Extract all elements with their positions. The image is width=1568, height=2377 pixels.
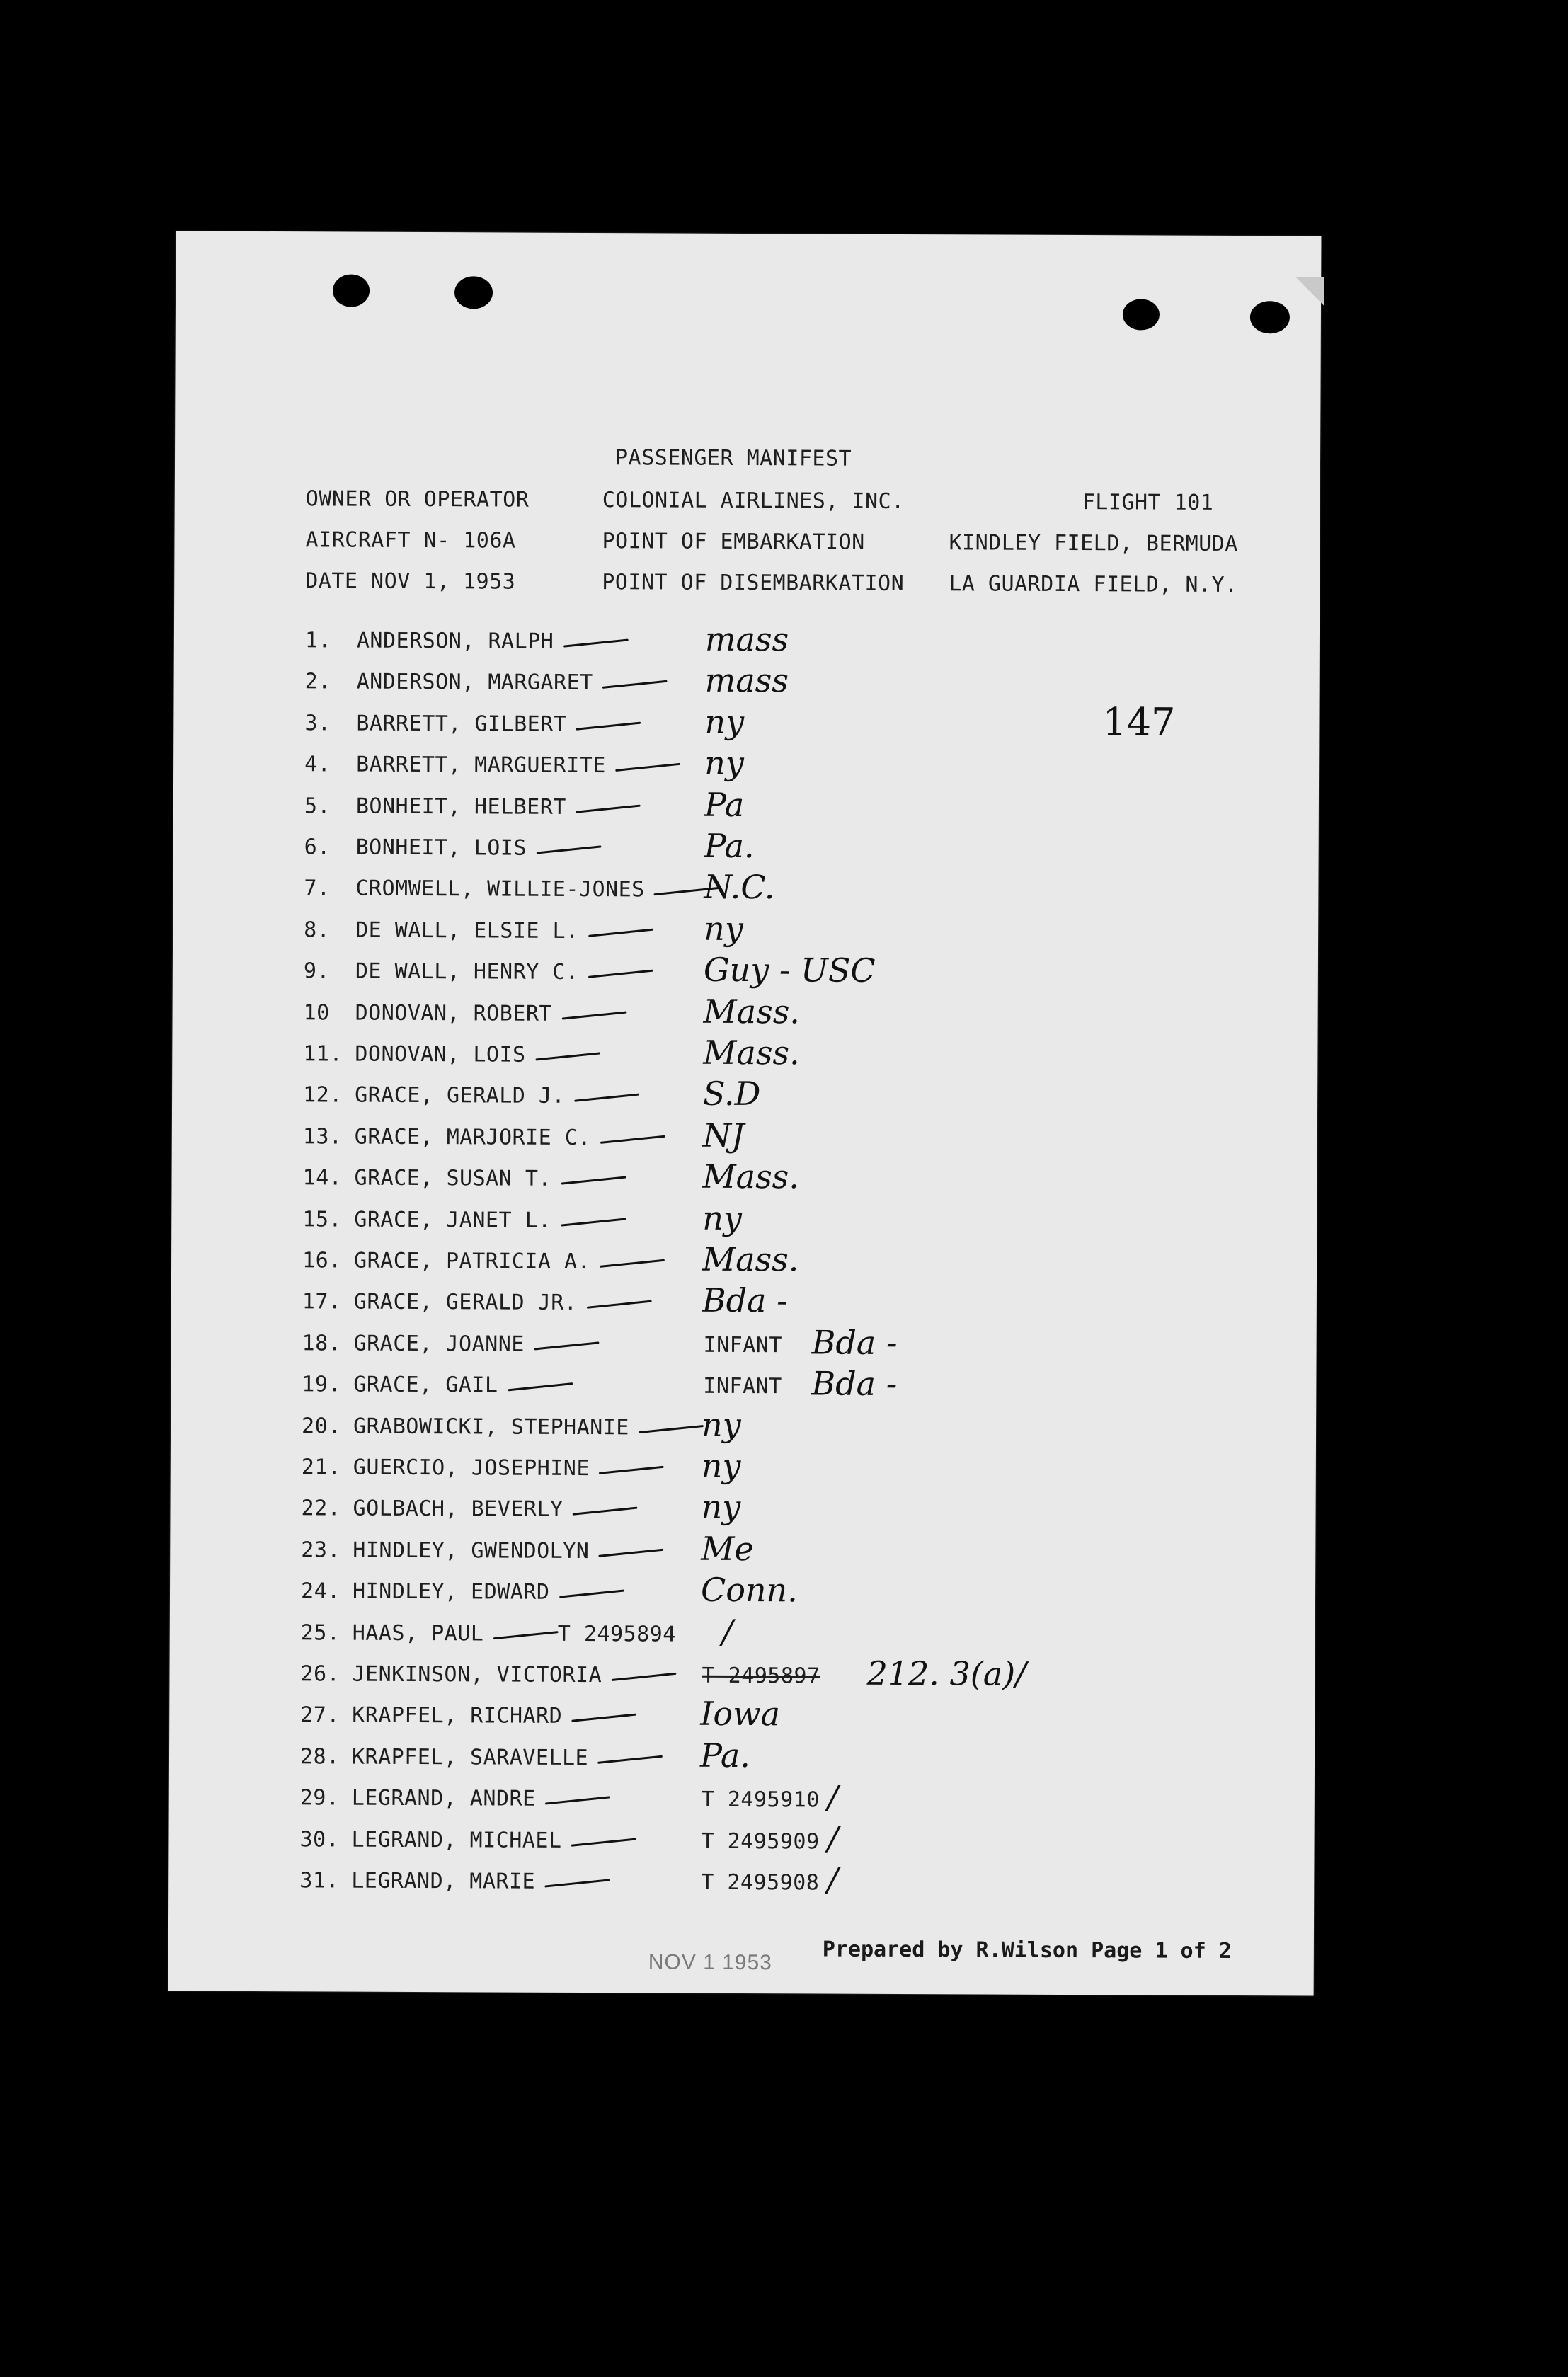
passenger-name: HINDLEY, EDWARD — [352, 1579, 550, 1605]
table-row — [173, 661, 1319, 715]
passenger-number: 4. — [304, 752, 331, 777]
passenger-name: HAAS, PAUL — [352, 1620, 484, 1646]
passenger-name: BONHEIT, LOIS — [355, 835, 527, 861]
passenger-number: 15. — [302, 1206, 343, 1232]
disembark-value: LA GUARDIA FIELD, N.Y. — [949, 571, 1238, 598]
passenger-number: 10 — [303, 1000, 330, 1026]
handwritten-residence: Pa. — [704, 826, 755, 866]
flight-number: FLIGHT 101 — [1082, 490, 1214, 515]
passenger-number: 2. — [304, 669, 331, 694]
table-row — [169, 1736, 1315, 1789]
passenger-number: 29. — [299, 1785, 340, 1811]
check-dash — [573, 1507, 638, 1516]
handwritten-residence: Mass. — [702, 1239, 799, 1279]
passenger-number: 7. — [304, 876, 331, 901]
check-dash — [615, 763, 680, 772]
passenger-name: JENKINSON, VICTORIA — [352, 1661, 602, 1688]
passenger-name: DONOVAN, LOIS — [355, 1041, 526, 1067]
handwritten-residence: S.D — [703, 1075, 761, 1113]
handwritten-residence: / — [827, 1777, 839, 1816]
passenger-note: T 2495894 — [557, 1621, 676, 1647]
handwritten-residence: N.C. — [704, 868, 775, 907]
passenger-number: 1. — [304, 628, 332, 653]
check-dash — [576, 804, 641, 813]
check-dash — [571, 1838, 636, 1846]
check-dash — [588, 928, 653, 937]
handwritten-residence: / — [827, 1860, 838, 1899]
owner-label: OWNER OR OPERATOR — [305, 486, 530, 512]
passenger-number: 23. — [301, 1537, 341, 1563]
check-dash — [599, 1466, 664, 1474]
passenger-number: 17. — [302, 1289, 342, 1314]
manifest-title: PASSENGER MANIFEST — [614, 445, 852, 471]
passenger-name: GOLBACH, BEVERLY — [353, 1496, 563, 1523]
passenger-note: T 2495897 — [702, 1663, 820, 1689]
disembark-label: POINT OF DISEMBARKATION — [602, 570, 905, 596]
passenger-number: 28. — [299, 1744, 340, 1770]
passenger-number: 30. — [299, 1826, 340, 1852]
passenger-name: GRACE, SUSAN T. — [354, 1165, 552, 1191]
passenger-list — [168, 619, 1320, 1906]
passenger-name: KRAPFEL, RICHARD — [352, 1702, 563, 1729]
passenger-number: 16. — [302, 1248, 342, 1273]
passenger-note: T 2495909 — [701, 1828, 820, 1855]
passenger-name: LEGRAND, MICHAEL — [351, 1827, 562, 1853]
passenger-note: INFANT — [703, 1373, 782, 1399]
punch-hole-1 — [333, 274, 370, 307]
table-row — [171, 1364, 1316, 1418]
passenger-number: 8. — [304, 917, 331, 943]
check-dash — [561, 1218, 626, 1226]
handwritten-residence: Conn. — [700, 1570, 798, 1610]
check-dash — [508, 1382, 573, 1391]
passenger-number: 14. — [302, 1165, 343, 1191]
passenger-name: ANDERSON, MARGARET — [356, 669, 593, 696]
table-row — [173, 743, 1319, 798]
passenger-note: T 2495910 — [701, 1787, 820, 1813]
check-dash — [588, 970, 653, 978]
passenger-number: 27. — [300, 1702, 341, 1728]
passenger-number: 21. — [301, 1455, 341, 1480]
passenger-name: DE WALL, HENRY C. — [355, 958, 579, 985]
handwritten-residence: mass — [704, 619, 789, 659]
table-row — [173, 702, 1319, 756]
table-row — [171, 1157, 1317, 1211]
handwritten-residence: Me — [701, 1529, 754, 1568]
folded-corner — [1295, 277, 1324, 305]
passenger-number: 11. — [303, 1041, 343, 1067]
prepared-by-footer: Prepared by R.Wilson Page 1 of 2 — [822, 1937, 1232, 1964]
passenger-number: 22. — [301, 1496, 341, 1521]
punch-hole-2 — [454, 276, 493, 309]
table-row — [171, 1446, 1316, 1500]
handwritten-residence: ny — [702, 1198, 743, 1237]
table-row — [169, 1777, 1315, 1831]
handwritten-residence: 212. 3(a)/ — [866, 1654, 1026, 1693]
passenger-number: 12. — [303, 1082, 343, 1108]
handwritten-residence: Bda - — [702, 1281, 788, 1320]
handwritten-residence: ny — [704, 743, 744, 783]
passenger-number: 20. — [301, 1413, 341, 1439]
check-dash — [561, 1176, 626, 1185]
table-row — [171, 1281, 1317, 1335]
passenger-name: DE WALL, ELSIE L. — [355, 917, 579, 944]
punch-hole-3 — [1123, 299, 1160, 330]
handwritten-residence: ny — [704, 909, 743, 948]
passenger-number: 9. — [303, 958, 331, 984]
handwritten-residence: Mass. — [703, 992, 801, 1031]
passenger-name: GRACE, JOANNE — [353, 1331, 525, 1357]
passenger-number: 18. — [302, 1331, 342, 1356]
page-stamp-number: 147 — [1102, 699, 1176, 745]
passenger-number: 13. — [302, 1124, 343, 1150]
handwritten-residence: ny — [704, 702, 745, 741]
table-row — [168, 1819, 1314, 1872]
check-dash — [559, 1590, 624, 1598]
handwritten-residence: Mass. — [703, 1033, 800, 1072]
passenger-number: 6. — [304, 835, 331, 860]
handwritten-residence: Pa — [704, 785, 745, 824]
passenger-name: GUERCIO, JOSEPHINE — [353, 1455, 590, 1482]
check-dash — [561, 1011, 626, 1019]
handwritten-residence: Guy - USC — [703, 950, 876, 990]
table-row — [168, 1860, 1314, 1913]
handwritten-residence: NJ — [702, 1116, 745, 1155]
check-dash — [536, 845, 601, 854]
table-row — [170, 1612, 1315, 1666]
passenger-name: LEGRAND, MARIE — [351, 1868, 536, 1894]
passenger-number: 26. — [300, 1661, 341, 1687]
passenger-name: HINDLEY, GWENDOLYN — [353, 1537, 590, 1564]
aircraft: AIRCRAFT N- 106A — [305, 527, 516, 554]
handwritten-residence: Bda - — [811, 1364, 898, 1404]
embark-value: KINDLEY FIELD, BERMUDA — [949, 530, 1238, 557]
handwritten-residence: Mass. — [702, 1157, 800, 1196]
table-row — [173, 868, 1318, 922]
check-dash — [576, 721, 641, 730]
passenger-name: GRACE, GERALD JR. — [353, 1289, 578, 1316]
check-dash — [535, 1052, 600, 1060]
passenger-name: LEGRAND, ANDRE — [351, 1785, 536, 1811]
passenger-name: GRACE, MARJORIE C. — [354, 1124, 592, 1150]
handwritten-residence: ny — [701, 1405, 741, 1444]
passenger-name: BARRETT, GILBERT — [356, 711, 567, 737]
passenger-name: KRAPFEL, SARAVELLE — [351, 1744, 589, 1770]
check-dash — [597, 1755, 663, 1763]
check-dash — [544, 1879, 610, 1887]
passenger-name: CROMWELL, WILLIE-JONES — [355, 876, 645, 903]
handwritten-residence: ny — [701, 1446, 741, 1485]
passenger-name: GRACE, PATRICIA A. — [354, 1248, 591, 1275]
handwritten-residence: Iowa — [700, 1695, 781, 1734]
handwritten-residence: mass — [704, 661, 789, 700]
passenger-number: 25. — [300, 1620, 341, 1646]
check-dash — [600, 1259, 665, 1268]
passenger-name: GRACE, GAIL — [353, 1372, 498, 1398]
passenger-name: BARRETT, MARGUERITE — [356, 752, 606, 779]
passenger-number: 3. — [304, 711, 331, 736]
check-dash — [574, 1094, 639, 1102]
punch-hole-4 — [1250, 301, 1290, 333]
passenger-note: INFANT — [703, 1332, 783, 1358]
passenger-name: GRABOWICKI, STEPHANIE — [353, 1414, 629, 1440]
check-dash — [571, 1714, 636, 1722]
passenger-name: ANDERSON, RALPH — [356, 628, 554, 654]
check-dash — [611, 1673, 676, 1681]
owner-value: COLONIAL AIRLINES, INC. — [602, 488, 905, 514]
table-row — [170, 1570, 1315, 1625]
handwritten-residence: / — [827, 1819, 839, 1858]
check-dash — [602, 680, 668, 689]
table-row — [172, 1075, 1317, 1128]
passenger-number: 19. — [302, 1372, 342, 1397]
handwritten-residence: Pa. — [699, 1736, 751, 1775]
check-dash — [563, 638, 628, 647]
flight-date: DATE NOV 1, 1953 — [305, 568, 516, 595]
check-dash — [545, 1797, 610, 1805]
date-stamp: NOV 1 1953 — [648, 1950, 772, 1975]
check-dash — [598, 1549, 663, 1557]
passenger-note: T 2495908 — [701, 1869, 820, 1896]
check-dash — [493, 1631, 559, 1639]
passenger-name: DONOVAN, ROBERT — [355, 1000, 553, 1026]
table-row — [171, 1405, 1316, 1459]
embark-label: POINT OF EMBARKATION — [602, 529, 865, 555]
passenger-number: 24. — [300, 1579, 341, 1604]
check-dash — [639, 1425, 704, 1433]
passenger-number: 5. — [304, 793, 331, 819]
table-row — [171, 1323, 1316, 1376]
handwritten-residence: / — [721, 1612, 733, 1651]
handwritten-residence: ny — [701, 1488, 741, 1527]
passenger-name: GRACE, JANET L. — [354, 1207, 551, 1233]
passenger-number: 31. — [299, 1868, 340, 1894]
check-dash — [600, 1135, 665, 1144]
passenger-name: GRACE, GERALD J. — [355, 1082, 566, 1109]
handwritten-residence: Bda - — [811, 1323, 898, 1362]
manifest-page — [168, 231, 1322, 1995]
check-dash — [534, 1341, 599, 1350]
check-dash — [586, 1300, 651, 1309]
passenger-name: BONHEIT, HELBERT — [355, 794, 566, 820]
